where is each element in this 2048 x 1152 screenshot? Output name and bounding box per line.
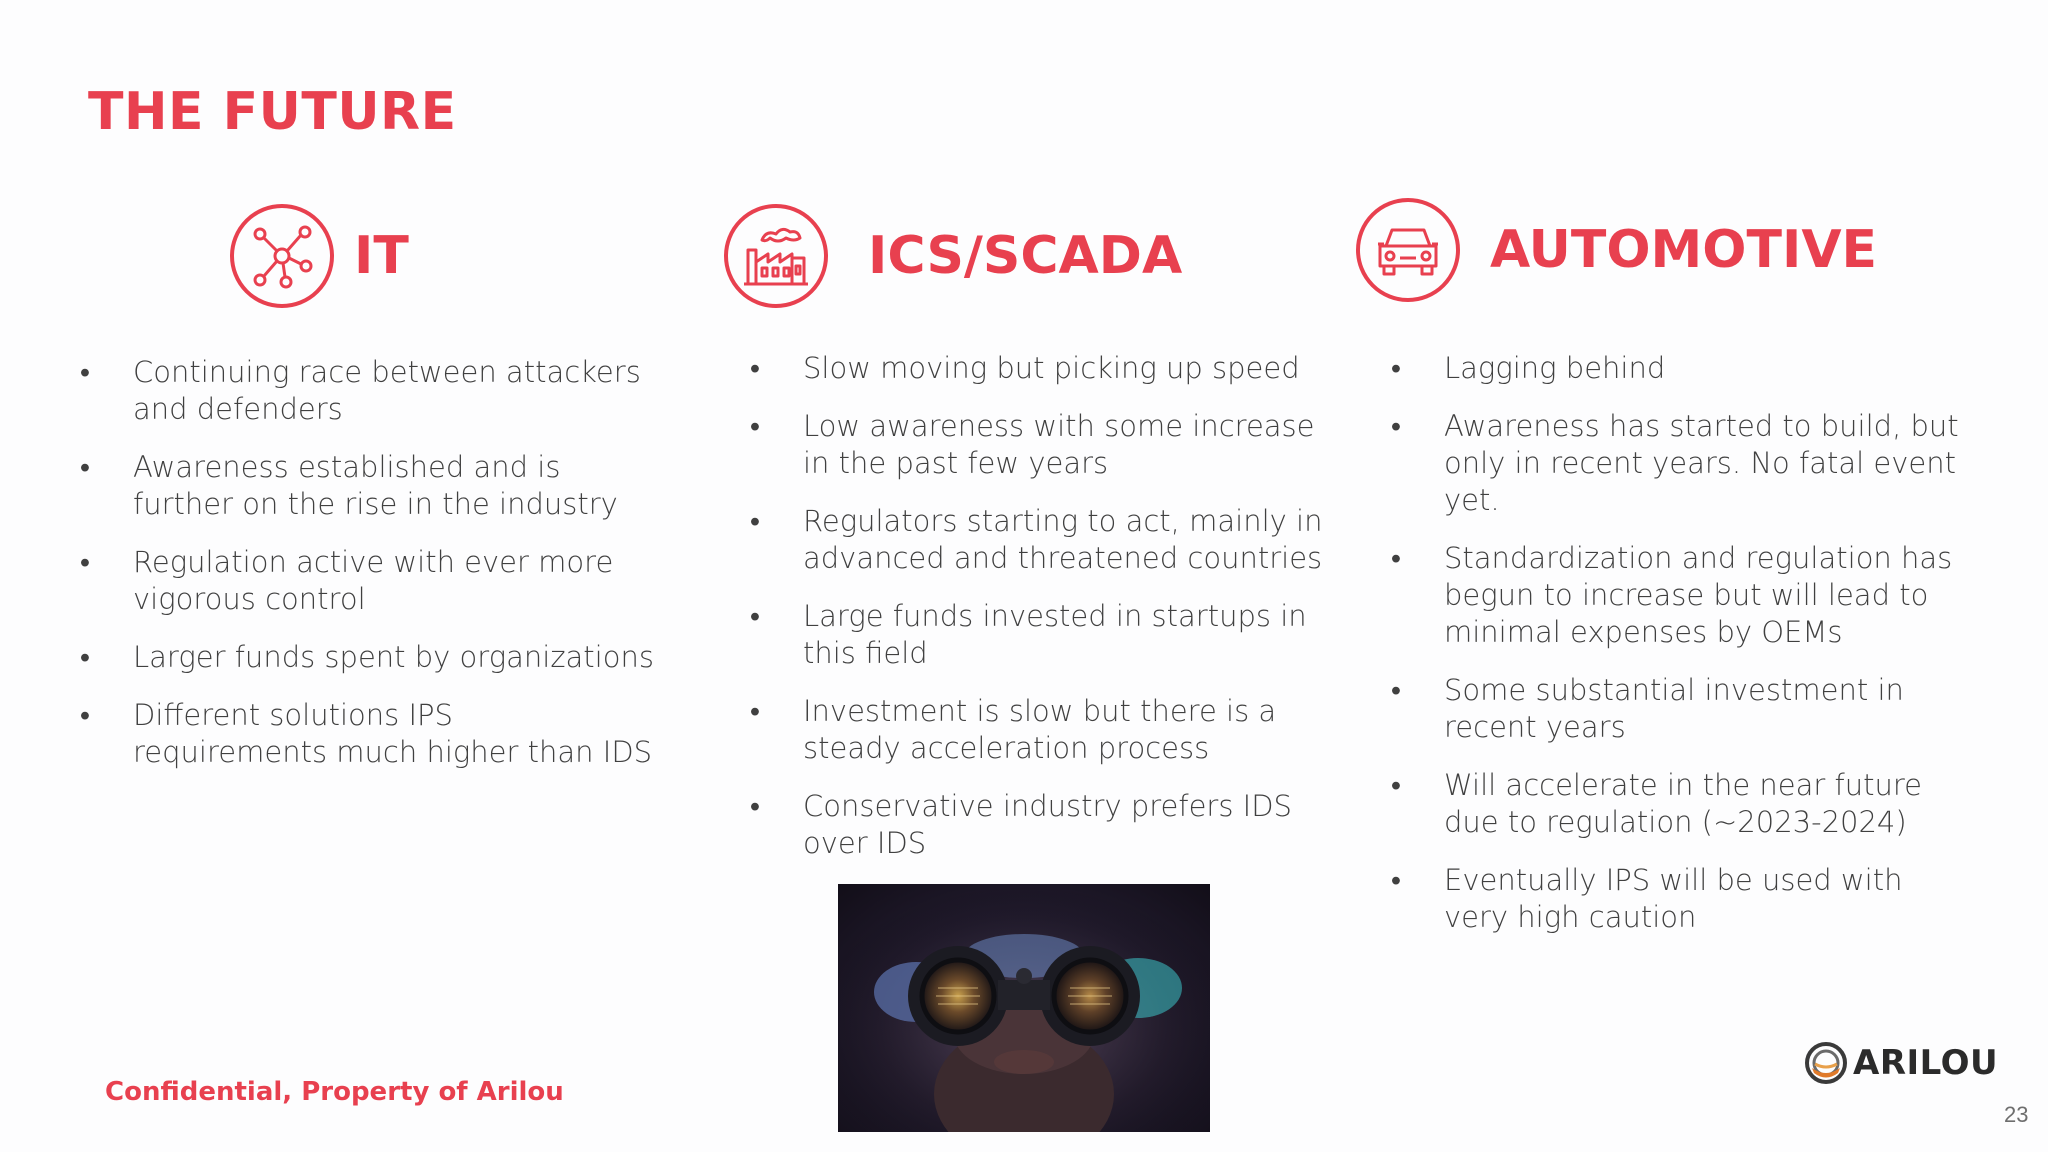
network-nodes-icon [230,204,334,308]
bullet-dot: • [1390,351,1402,385]
list-item [745,693,1325,767]
bullet-text: Regulation active with ever more vigorous control [133,545,614,616]
bullet-text: Low awareness with some increase in the past few years [803,409,1315,480]
list-item [745,788,1325,862]
bullet-dot: • [749,599,761,633]
bullet-text: Investment is slow but there is a steady acceleration process [803,694,1277,765]
bullet-dot: • [1390,863,1402,897]
list-item [1386,862,1966,936]
column-header-automotive [1356,198,1877,302]
bullet-text: Awareness has started to build, but only in recent years. No fatal event yet. [1444,409,1959,517]
list-item [1386,350,1966,387]
bullet-text: Large funds invested in startups in this field [803,599,1307,670]
arilou-logo [1805,1042,1998,1084]
factory-icon [724,204,828,308]
arilou-logo-icon [1805,1042,1847,1084]
bullet-dot: • [79,450,91,484]
bullet-text: Some substantial investment in recent years [1444,673,1904,744]
bullet-dot: • [1390,541,1402,575]
bullet-dot: • [749,351,761,385]
bullet-text: Standardization and regulation has begun to increase but will lead to minimal expenses by OEMs [1444,541,1953,649]
list-item [75,697,655,771]
bullet-list-automotive [1386,350,1966,957]
bullet-dot: • [79,545,91,579]
bullet-text: Lagging behind [1444,351,1666,385]
column-header-ics-scada [724,204,1182,308]
bullet-text: Conservative industry prefers IDS over IDS [803,789,1292,860]
bullet-text: Slow moving but picking up speed [803,351,1300,385]
column-heading-it: IT [354,226,409,286]
bullet-dot: • [79,698,91,732]
page-number: 23 [2004,1102,2029,1127]
list-item [1386,408,1966,519]
column-header-it [230,204,409,308]
bullet-dot: • [749,409,761,443]
list-item [745,598,1325,672]
list-item [75,449,655,523]
bullet-dot: • [79,640,91,674]
bullet-dot: • [79,355,91,389]
car-icon [1356,198,1460,302]
bullet-dot: • [749,789,761,823]
bullet-text: Will accelerate in the near future due to regulation (~2023-2024) [1444,768,1923,839]
list-item [745,408,1325,482]
bullet-dot: • [1390,768,1402,802]
bullet-text: Continuing race between attackers and defenders [133,355,641,426]
list-item [1386,767,1966,841]
list-item [75,639,655,676]
list-item [745,503,1325,577]
bullet-text: Awareness established and is further on the rise in the industry [133,450,618,521]
bullet-list-ics-scada [745,350,1325,883]
column-heading-ics-scada: ICS/SCADA [868,226,1183,286]
bullet-text: Different solutions IPS requirements much higher than IDS [133,698,653,769]
bullet-dot: • [1390,409,1402,443]
bullet-dot: • [749,694,761,728]
bullet-dot: • [749,504,761,538]
bullet-text: Regulators starting to act, mainly in advanced and threatened countries [803,504,1323,575]
bullet-text: Larger funds spent by organizations [133,640,654,674]
confidential-footer: Confidential, Property of Arilou [105,1077,564,1107]
logo-text: ARILOU [1853,1043,1999,1083]
bullet-text: Eventually IPS will be used with very high caution [1444,863,1903,934]
list-item [1386,672,1966,746]
list-item [75,354,655,428]
list-item [1386,540,1966,651]
bullet-dot: • [1390,673,1402,707]
list-item [745,350,1325,387]
slide-title: THE FUTURE [88,82,457,142]
column-heading-automotive: AUTOMOTIVE [1490,220,1878,280]
bullet-list-it [75,354,655,792]
binoculars-photo [838,884,1210,1132]
list-item [75,544,655,618]
